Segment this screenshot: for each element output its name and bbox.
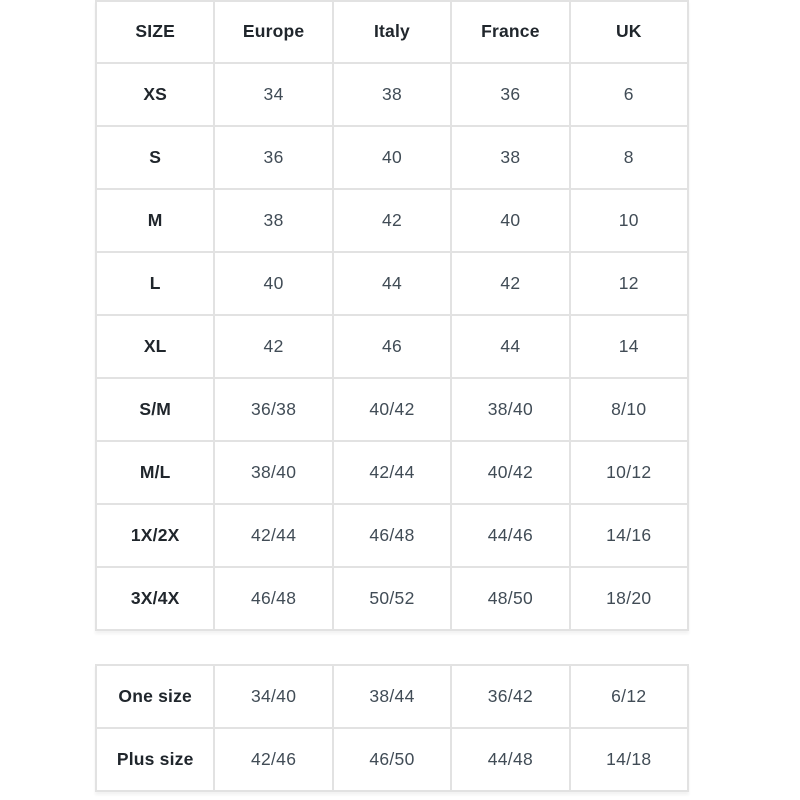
size-label: Plus size bbox=[96, 728, 214, 791]
value-cell: 40/42 bbox=[333, 378, 451, 441]
value-cell: 42 bbox=[214, 315, 332, 378]
value-cell: 42/44 bbox=[214, 504, 332, 567]
value-cell: 36 bbox=[214, 126, 332, 189]
size-label: 1X/2X bbox=[96, 504, 214, 567]
table-row-sm bbox=[96, 378, 688, 441]
value-cell: 40 bbox=[451, 189, 569, 252]
value-cell: 46/48 bbox=[333, 504, 451, 567]
value-cell: 42/44 bbox=[333, 441, 451, 504]
size-label: M/L bbox=[96, 441, 214, 504]
value-cell: 18/20 bbox=[570, 567, 688, 630]
table-row-one-size bbox=[96, 665, 688, 728]
size-label: XS bbox=[96, 63, 214, 126]
value-cell: 8 bbox=[570, 126, 688, 189]
value-cell: 46 bbox=[333, 315, 451, 378]
value-cell: 36/42 bbox=[451, 665, 569, 728]
size-label: S bbox=[96, 126, 214, 189]
column-header-europe: Europe bbox=[214, 1, 332, 63]
table-row-plus-size bbox=[96, 728, 688, 791]
value-cell: 46/48 bbox=[214, 567, 332, 630]
table-row-m bbox=[96, 189, 688, 252]
value-cell: 44 bbox=[333, 252, 451, 315]
value-cell: 38/44 bbox=[333, 665, 451, 728]
size-label: One size bbox=[96, 665, 214, 728]
value-cell: 38 bbox=[333, 63, 451, 126]
column-header-france: France bbox=[451, 1, 569, 63]
value-cell: 44 bbox=[451, 315, 569, 378]
value-cell: 14 bbox=[570, 315, 688, 378]
size-label: 3X/4X bbox=[96, 567, 214, 630]
value-cell: 42 bbox=[451, 252, 569, 315]
value-cell: 38/40 bbox=[214, 441, 332, 504]
value-cell: 40 bbox=[214, 252, 332, 315]
value-cell: 6 bbox=[570, 63, 688, 126]
value-cell: 42/46 bbox=[214, 728, 332, 791]
header-row bbox=[96, 1, 688, 63]
table-row-ml bbox=[96, 441, 688, 504]
value-cell: 48/50 bbox=[451, 567, 569, 630]
value-cell: 36/38 bbox=[214, 378, 332, 441]
table-row-1x2x bbox=[96, 504, 688, 567]
table-row-l bbox=[96, 252, 688, 315]
value-cell: 12 bbox=[570, 252, 688, 315]
value-cell: 38 bbox=[214, 189, 332, 252]
value-cell: 34/40 bbox=[214, 665, 332, 728]
value-cell: 8/10 bbox=[570, 378, 688, 441]
special-sizes-table bbox=[95, 664, 689, 792]
size-label: S/M bbox=[96, 378, 214, 441]
size-label: XL bbox=[96, 315, 214, 378]
size-label: M bbox=[96, 189, 214, 252]
size-conversion-table bbox=[95, 0, 689, 631]
value-cell: 14/18 bbox=[570, 728, 688, 791]
value-cell: 10/12 bbox=[570, 441, 688, 504]
value-cell: 40 bbox=[333, 126, 451, 189]
value-cell: 40/42 bbox=[451, 441, 569, 504]
value-cell: 50/52 bbox=[333, 567, 451, 630]
table-row-s bbox=[96, 126, 688, 189]
value-cell: 6/12 bbox=[570, 665, 688, 728]
value-cell: 44/48 bbox=[451, 728, 569, 791]
value-cell: 46/50 bbox=[333, 728, 451, 791]
value-cell: 42 bbox=[333, 189, 451, 252]
column-header-italy: Italy bbox=[333, 1, 451, 63]
table-row-xs bbox=[96, 63, 688, 126]
size-label: L bbox=[96, 252, 214, 315]
column-header-size: SIZE bbox=[96, 1, 214, 63]
value-cell: 10 bbox=[570, 189, 688, 252]
value-cell: 34 bbox=[214, 63, 332, 126]
table-row-xl bbox=[96, 315, 688, 378]
value-cell: 38 bbox=[451, 126, 569, 189]
value-cell: 14/16 bbox=[570, 504, 688, 567]
value-cell: 44/46 bbox=[451, 504, 569, 567]
column-header-uk: UK bbox=[570, 1, 688, 63]
value-cell: 38/40 bbox=[451, 378, 569, 441]
table-row-3x4x bbox=[96, 567, 688, 630]
value-cell: 36 bbox=[451, 63, 569, 126]
